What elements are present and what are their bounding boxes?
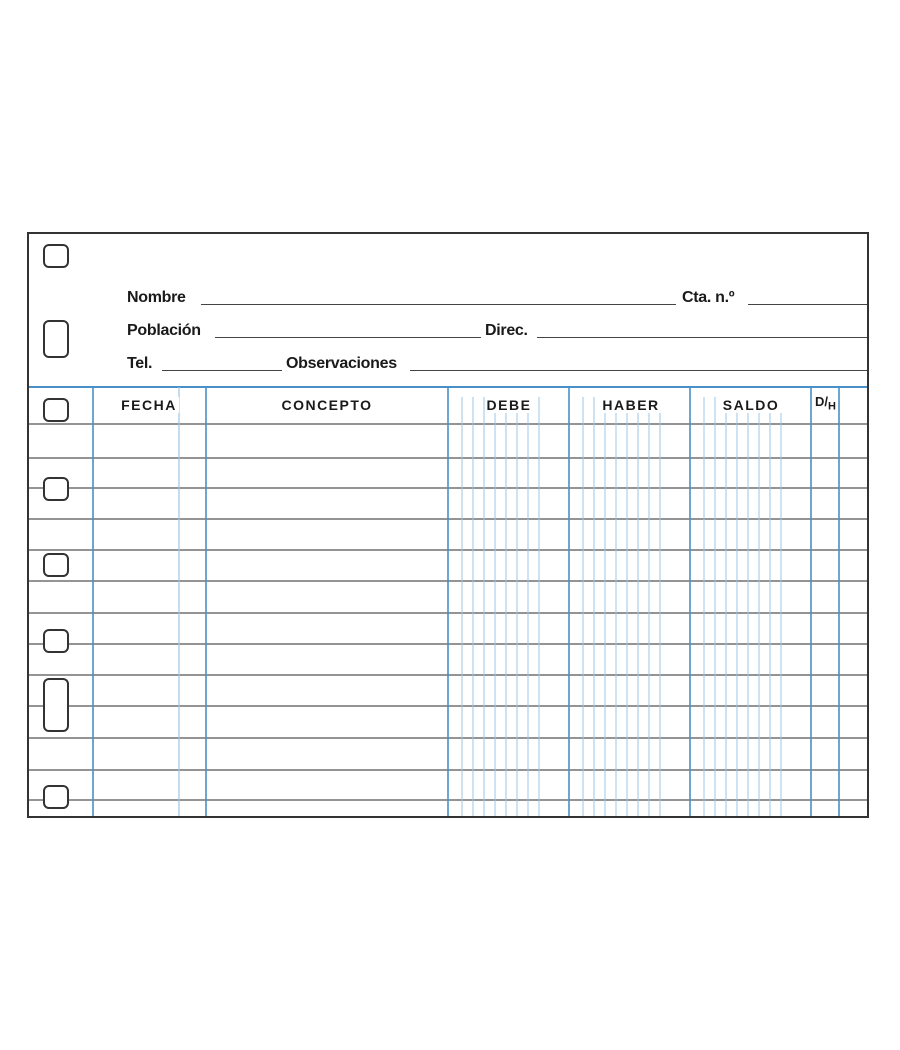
cta-label: Cta. n.º xyxy=(682,289,735,306)
poblacion-label: Población xyxy=(127,322,201,339)
observaciones-label: Observaciones xyxy=(286,355,397,372)
punch-hole-icon xyxy=(43,320,69,358)
punch-hole-icon xyxy=(43,553,69,577)
direc-field[interactable] xyxy=(537,337,867,338)
col-header-haber: HABER xyxy=(602,397,660,413)
tel-field[interactable] xyxy=(162,370,282,371)
dh-top: D xyxy=(815,394,825,409)
tel-label: Tel. xyxy=(127,355,153,372)
observaciones-field[interactable] xyxy=(410,370,867,371)
col-header-saldo: SALDO xyxy=(722,397,780,413)
dh-slash: / xyxy=(824,394,829,409)
poblacion-field[interactable] xyxy=(215,337,481,338)
col-header-fecha: FECHA xyxy=(121,397,177,413)
col-header-debe: DEBE xyxy=(486,397,532,413)
nombre-label: Nombre xyxy=(127,289,186,306)
punch-hole-icon xyxy=(43,398,69,422)
cta-field[interactable] xyxy=(748,304,867,305)
punch-hole-icon xyxy=(43,785,69,809)
ledger-card xyxy=(27,232,869,818)
direc-label: Direc. xyxy=(485,322,528,339)
col-header-concepto: CONCEPTO xyxy=(281,397,373,413)
punch-hole-icon xyxy=(43,477,69,501)
punch-hole-icon xyxy=(43,244,69,268)
col-header-dh xyxy=(815,394,836,413)
punch-hole-icon xyxy=(43,678,69,732)
nombre-field[interactable] xyxy=(201,304,676,305)
punch-hole-icon xyxy=(43,629,69,653)
dh-bottom: H xyxy=(828,400,836,413)
